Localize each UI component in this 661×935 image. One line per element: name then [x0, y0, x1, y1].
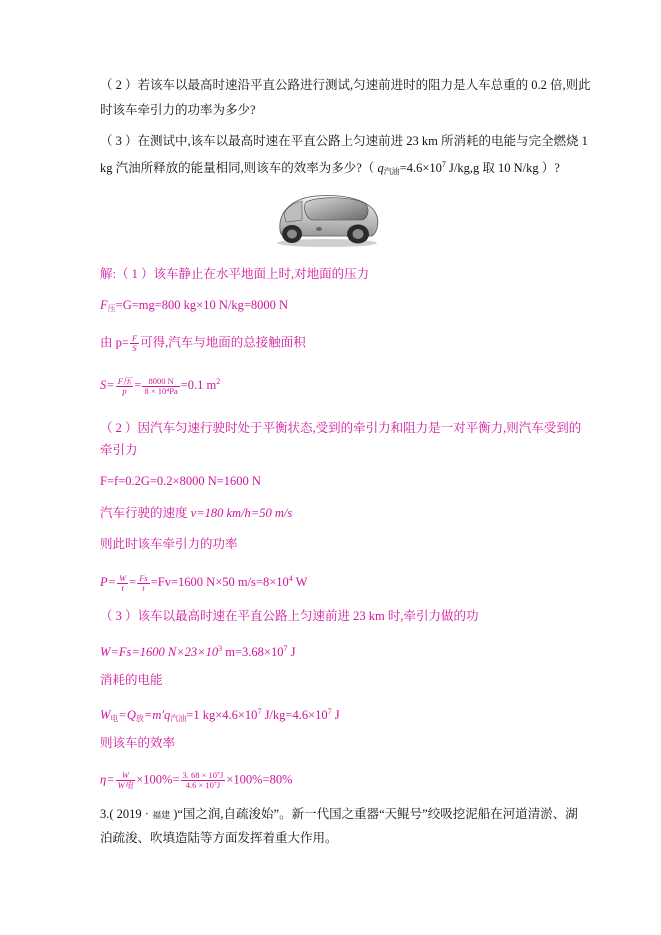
electric-energy-intro: 消耗的电能: [100, 673, 163, 687]
energy-value: J/kg=4.6×10: [261, 708, 328, 722]
solution-part-1-intro: 解:（ 1 ）该车静止在水平地面上时,对地面的压力: [100, 267, 370, 281]
exponent: 7: [283, 644, 288, 653]
fraction-denominator: t: [142, 582, 145, 593]
fraction-denominator: t: [121, 582, 124, 593]
symbol-Q: =Q: [118, 708, 136, 722]
fraction-numerator: Fs: [139, 572, 148, 583]
heat-value: =4.6×10: [399, 161, 442, 175]
energy-unit: J: [331, 708, 340, 722]
work-value: m=3.68×10: [222, 645, 284, 659]
symbol-P: P=: [100, 575, 117, 589]
subscript-electric: 电: [110, 714, 119, 723]
symbol-q: q: [377, 161, 384, 175]
speed-value: v=180 km/h=50 m/s: [190, 506, 293, 520]
symbol-eta: η=: [100, 772, 115, 787]
efficiency-equation: [100, 771, 293, 790]
solution-part-2-line-1: （ 2 ）因汽车匀速行驶时处于平衡状态,受到的牵引力和阻力是一对平衡力,则汽车受到的: [100, 421, 582, 435]
area-value: =0.1 m: [180, 378, 217, 392]
fraction-denominator: 8 × 10⁴Pa: [144, 385, 178, 396]
solution-part-3-intro: （ 3 ）该车以最高时速在平直公路上匀速前进 23 km 时,牵引力做的功: [100, 609, 479, 623]
question-3-line-2: [100, 157, 560, 180]
solution-part-2-line-2: 牵引力: [100, 443, 138, 457]
contact-area-equation: [100, 374, 220, 396]
subscript-gasoline: 汽油: [170, 714, 187, 723]
fraction-denominator: S: [132, 343, 137, 353]
formula-explanation: 可得,汽车与地面的总接触面积: [140, 335, 306, 350]
formula-text: 由 p=: [100, 335, 129, 350]
efficiency-intro: 则该车的效率: [100, 736, 176, 750]
subscript-pressure: 压: [107, 304, 116, 313]
equals-sign: =: [134, 378, 142, 392]
power-equation: [100, 571, 307, 593]
power-unit: W: [292, 575, 308, 589]
question-3-text: kg 汽油所释放的能量相同,则该车的效率为多少?（: [100, 161, 378, 175]
car-illustration: [272, 190, 382, 248]
fraction-numerator: W: [116, 771, 136, 781]
speed-equation: [100, 505, 292, 521]
exponent: 4: [288, 574, 293, 583]
exponent: 3: [218, 644, 223, 653]
mass-heat-formula: =m'q: [143, 708, 171, 722]
subscript-released: 放: [135, 714, 144, 723]
question-region: 福建: [152, 810, 171, 820]
subscript-gasoline: 汽油: [383, 167, 400, 176]
question-2-line-1: （ 2 ）若该车以最高时速沿平直公路进行测试,匀速前进时的阻力是人车总重的 0.2 倍,则此: [100, 78, 591, 92]
fraction-denominator: p: [122, 385, 127, 396]
electric-energy-equation: [100, 704, 340, 727]
work-formula: W=Fs=1600 N×23×10: [100, 645, 219, 659]
question-text: )“国之润,自疏浚始”。新一代国之重器“天鲲号”绞吸挖泥船在河道清淤、湖: [170, 807, 578, 821]
pressure-force-equation: [100, 297, 288, 317]
energy-calculation: =1 kg×4.6×10: [186, 708, 258, 722]
question-3-units: J/kg,g 取 10 N/kg ）?: [445, 161, 560, 175]
pressure-formula-line: [100, 334, 306, 353]
force-value: =G=mg=800 kg×10 N/kg=8000 N: [115, 298, 289, 312]
traction-force-equation: F=f=0.2G=0.2×8000 N=1600 N: [100, 474, 261, 488]
equals-sign: =: [129, 575, 137, 589]
question-3-line-2-text: 泊疏浚、吹填造陆等方面发挥着重大作用。: [100, 831, 338, 845]
question-3-heading: [100, 806, 578, 823]
fraction-denominator: 4.6 × 10⁷J: [185, 780, 221, 790]
symbol-W: W: [100, 708, 111, 722]
fraction-numerator: 8000 N: [142, 377, 179, 387]
symbol-S: S=: [100, 378, 115, 392]
exponent: 7: [257, 707, 262, 716]
power-value: =Fv=1600 N×50 m/s=8×10: [150, 575, 289, 589]
speed-label: 汽车行驶的速度: [100, 506, 191, 520]
exponent: 2: [216, 377, 221, 386]
fraction-numerator: W: [119, 572, 127, 583]
efficiency-value: ×100%=80%: [226, 772, 293, 787]
fraction-numerator: 3. 68 × 10⁷J: [182, 770, 224, 780]
percent-factor: ×100%=: [136, 772, 180, 787]
fraction-denominator: W电: [117, 780, 134, 790]
work-unit: J: [287, 645, 296, 659]
question-3-line-1: （ 3 ）在测试中,该车以最高时速在平直公路上匀速前进 23 km 所消耗的电能与完全燃烧 1: [100, 134, 588, 148]
question-2-line-2: 时该车牵引力的功率为多少?: [100, 103, 256, 117]
question-number-year: 3.( 2019 ·: [100, 807, 153, 821]
exponent: 7: [441, 160, 446, 169]
exponent: 7: [327, 707, 332, 716]
fraction-numerator: F: [131, 333, 138, 343]
work-equation: [100, 641, 295, 660]
symbol-F: F: [100, 298, 108, 312]
power-intro: 则此时该车牵引力的功率: [100, 537, 238, 551]
fraction-numerator: F压: [117, 375, 132, 386]
